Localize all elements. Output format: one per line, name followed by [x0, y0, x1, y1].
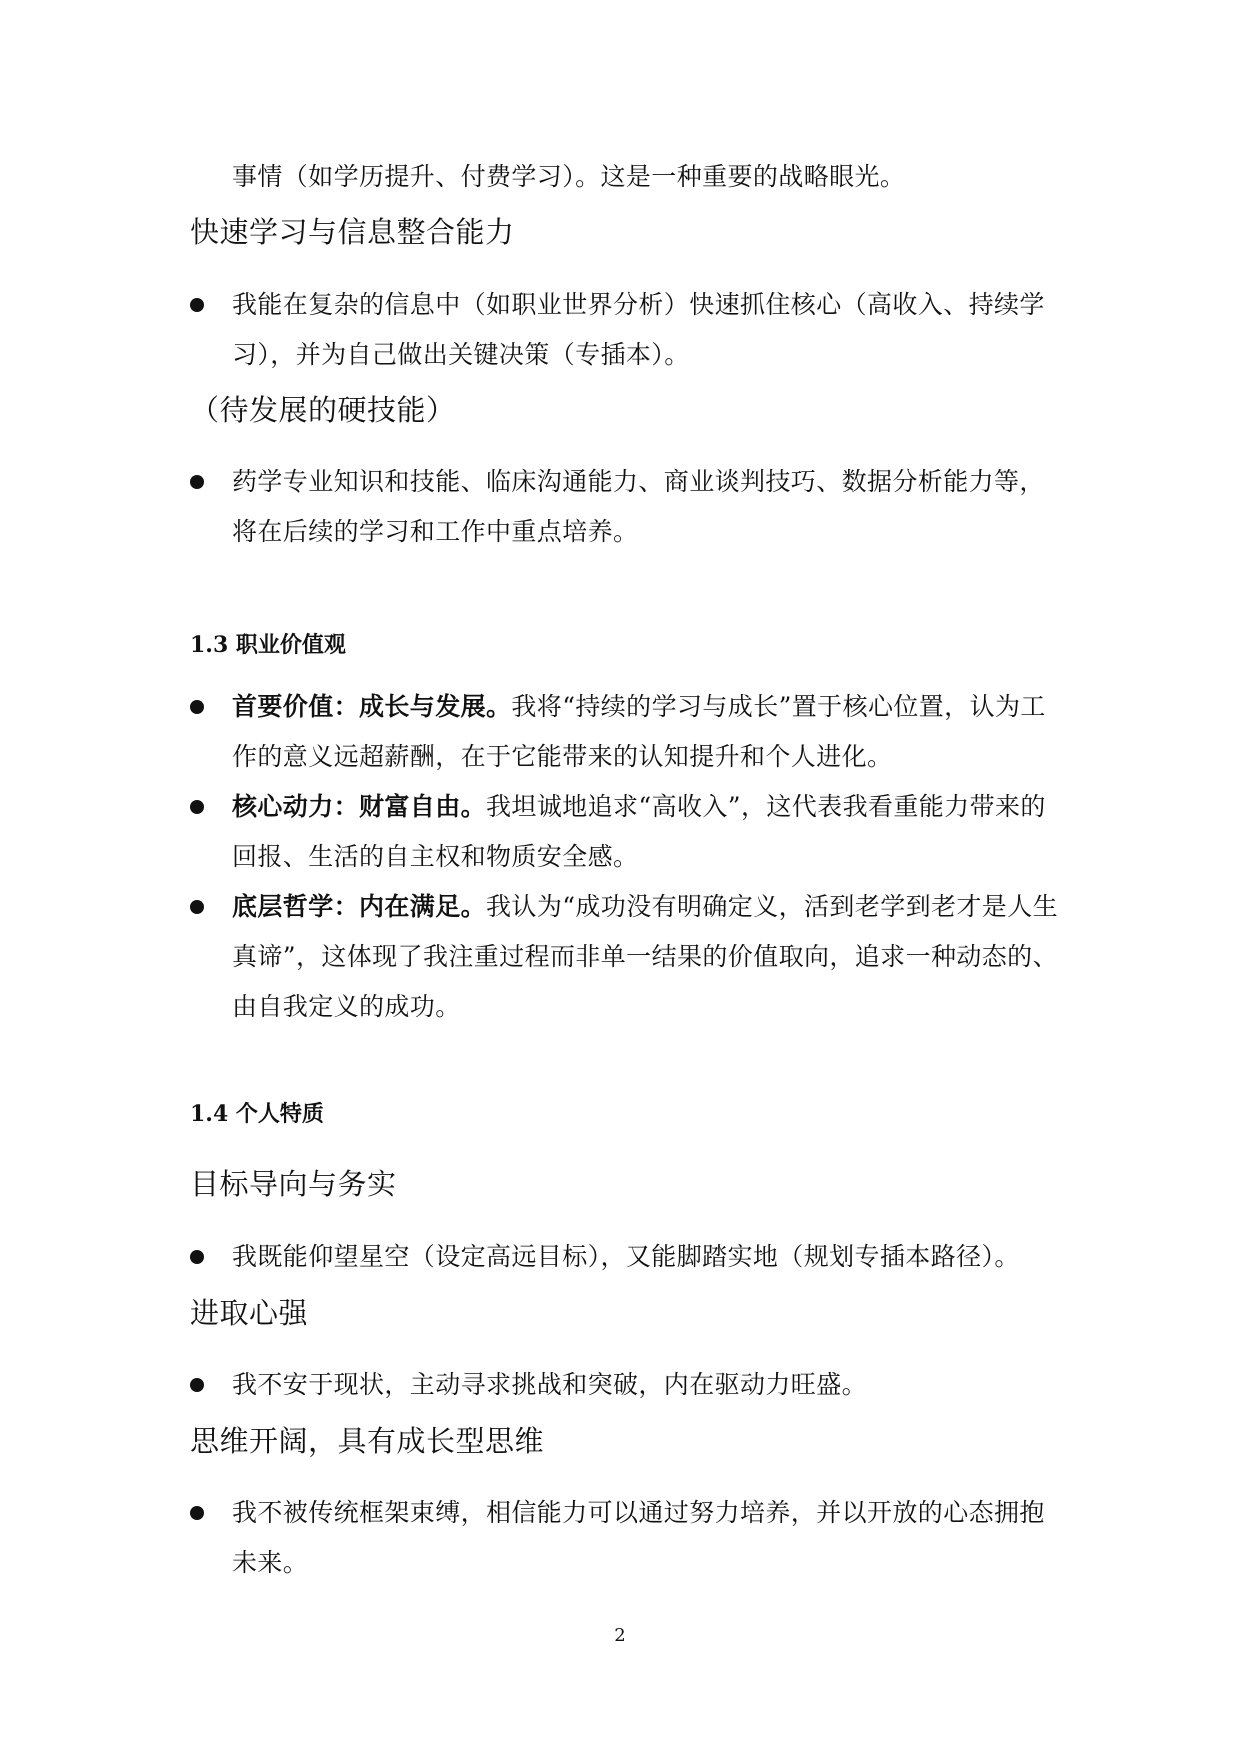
- values-item-1: [190, 682, 1062, 782]
- bullet-text: 我不被传统框架束缚，相信能力可以通过努力培养，并以开放的心态拥抱未来。: [232, 1498, 1045, 1577]
- heading-trait-goal-oriented: 目标导向与务实: [190, 1167, 397, 1201]
- bullet-text: 我不安于现状，主动寻求挑战和突破，内在驱动力旺盛。: [232, 1370, 868, 1399]
- value-label: 首要价值：成长与发展。: [232, 692, 512, 721]
- bullet-text: 药学专业知识和技能、临床沟通能力、商业谈判技巧、数据分析能力等，将在后续的学习和工作中重点培养。: [232, 467, 1045, 546]
- values-item-3: [190, 882, 1062, 1032]
- bullet-text: 我能在复杂的信息中（如职业世界分析）快速抓住核心（高收入、持续学习），并为自己做出关键决策（专插本）。: [232, 290, 1045, 369]
- value-text: 我坦诚地追求“高收入”，这代表我看重能力带来的回报、生活的自主权和物质安全感。: [232, 792, 1046, 871]
- intro-continuation-line: 事情（如学历提升、付费学习）。这是一种重要的战略眼光。: [232, 162, 906, 191]
- heading-hard-skills: （待发展的硬技能）: [190, 393, 456, 427]
- bullet-trait-growth-mindset: [190, 1488, 1062, 1588]
- bullet-text: 我既能仰望星空（设定高远目标），又能脚踏实地（规划专插本路径）。: [232, 1242, 1020, 1271]
- heading-trait-ambitious: 进取心强: [190, 1296, 309, 1330]
- bullet-dot-icon: [190, 1250, 204, 1264]
- bullet-text: [232, 682, 1062, 782]
- value-text: 我认为“成功没有明确定义，活到老学到老才是人生真谛”，这体现了我注重过程而非单一结果的价值取向，追求一种动态的、由自我定义的成功。: [232, 892, 1058, 1021]
- heading-trait-growth-mindset: 思维开阔，具有成长型思维: [190, 1424, 545, 1458]
- section-heading-personal-traits: 1.4 个人特质: [190, 1101, 324, 1127]
- bullet-trait-goal-oriented: [190, 1232, 1062, 1282]
- bullet-text: [232, 882, 1062, 1032]
- values-item-2: [190, 782, 1062, 882]
- value-label: 核心动力：财富自由。: [232, 792, 487, 821]
- bullet-dot-icon: [190, 298, 204, 312]
- bullet-text: [232, 782, 1062, 882]
- bullet-hard-skills: [190, 457, 1062, 557]
- bullet-dot-icon: [190, 1506, 204, 1520]
- bullet-dot-icon: [190, 700, 204, 714]
- bullet-dot-icon: [190, 800, 204, 814]
- heading-fast-learning: 快速学习与信息整合能力: [190, 215, 515, 249]
- section-heading-career-values: 1.3 职业价值观: [190, 632, 346, 658]
- bullet-dot-icon: [190, 900, 204, 914]
- bullet-trait-ambitious: [190, 1360, 1062, 1410]
- bullet-dot-icon: [190, 475, 204, 489]
- bullet-fast-learning: [190, 280, 1062, 380]
- value-text: 我将“持续的学习与成长”置于核心位置，认为工作的意义远超薪酬，在于它能带来的认知提升和个人进化。: [232, 692, 1046, 771]
- value-label: 底层哲学：内在满足。: [232, 892, 487, 921]
- page-number: 2: [614, 1625, 626, 1646]
- bullet-dot-icon: [190, 1378, 204, 1392]
